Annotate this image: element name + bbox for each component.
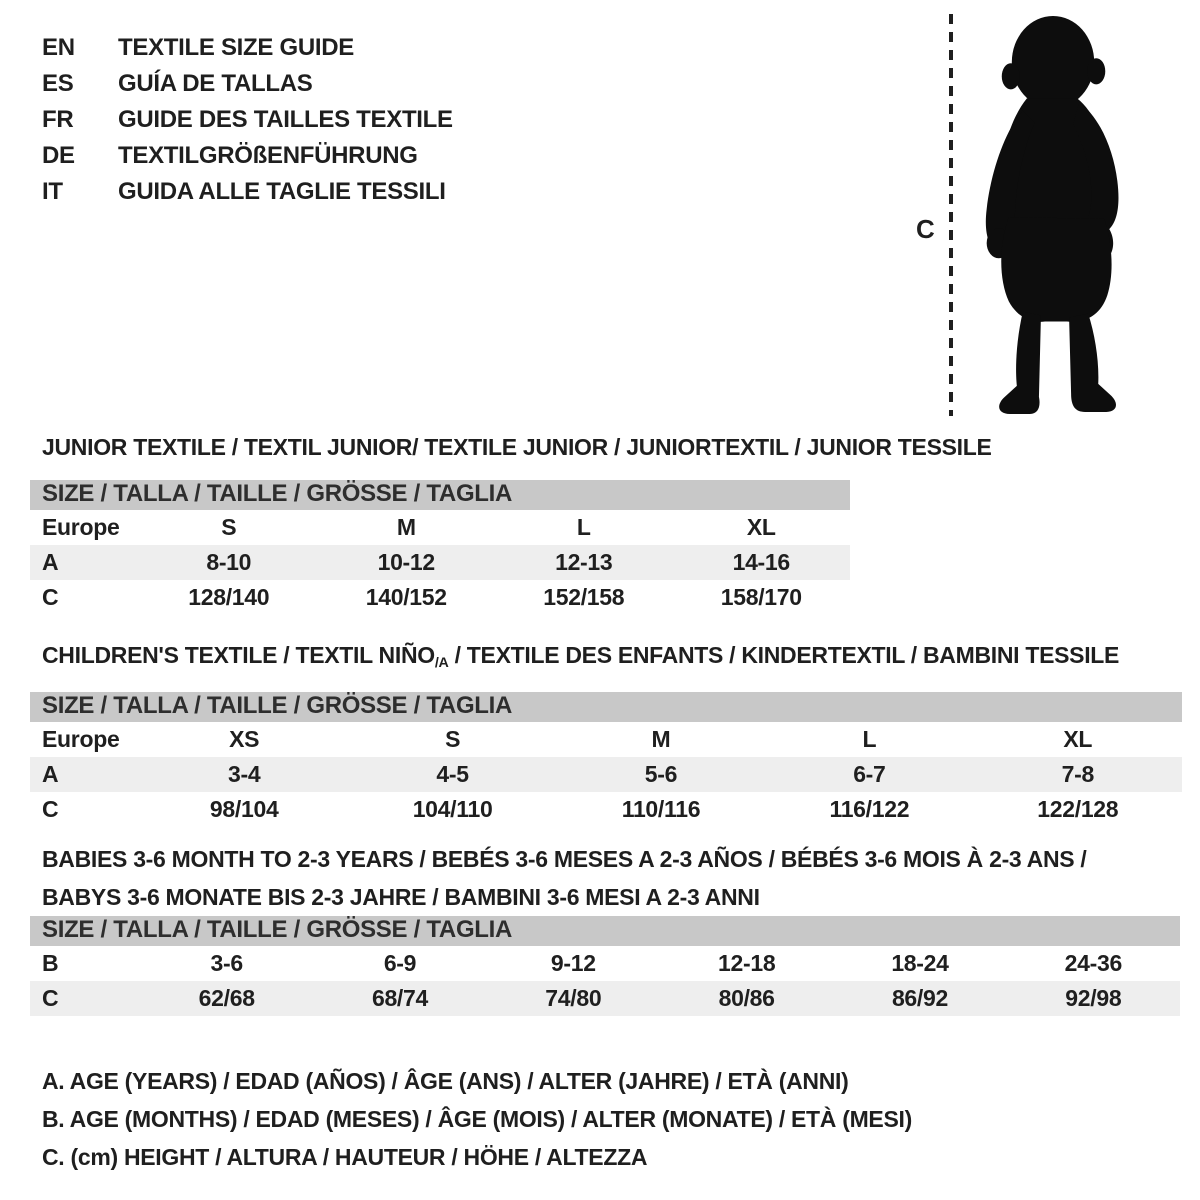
children-title-post: / TEXTILE DES ENFANTS / KINDERTEXTIL / BAMBINI TESSILE <box>448 642 1120 668</box>
age-cell: 7-8 <box>1061 761 1094 787</box>
height-cell: 158/170 <box>720 584 802 610</box>
size-cell: S <box>445 726 461 752</box>
age-cell: 14-16 <box>732 549 790 575</box>
language-code-fr: FR <box>42 106 74 133</box>
height-cell: 68/74 <box>371 985 429 1011</box>
children-age-row <box>30 757 1182 792</box>
language-row-es <box>42 66 453 102</box>
months-cell: 6-9 <box>383 950 417 976</box>
size-cell: L <box>862 726 877 752</box>
size-header-row <box>30 480 850 510</box>
size-header-bar: SIZE / TALLA / TAILLE / GRÖSSE / TAGLIA <box>30 692 1182 722</box>
children-size-table <box>30 692 1182 827</box>
language-code-en: EN <box>42 34 75 61</box>
children-height-row <box>30 792 1182 827</box>
junior-sizes-row <box>30 510 850 545</box>
row-label-a: A <box>42 549 59 575</box>
language-code-es: ES <box>42 70 74 97</box>
guide-title-fr: GUIDE DES TAILLES TEXTILE <box>118 106 453 133</box>
size-cell: XL <box>1063 726 1093 752</box>
babies-section-title-line1: BABIES 3-6 MONTH TO 2-3 YEARS / BEBÉS 3-6 MESES A 2-3 AÑOS / BÉBÉS 3-6 MOIS À 2-3 ANS / <box>42 846 1087 872</box>
language-row-en <box>42 30 453 66</box>
language-row-de <box>42 138 453 174</box>
size-header-bar: SIZE / TALLA / TAILLE / GRÖSSE / TAGLIA <box>30 480 850 510</box>
months-cell: 3-6 <box>210 950 243 976</box>
months-cell: 24-36 <box>1064 950 1122 976</box>
months-cell: 9-12 <box>550 950 596 976</box>
language-title-block <box>42 30 453 210</box>
height-cell: 86/92 <box>891 985 948 1011</box>
legend-line-a: A. AGE (YEARS) / EDAD (AÑOS) / ÂGE (ANS) / ALTER (JAHRE) / ETÀ (ANNI) <box>42 1068 849 1094</box>
children-sizes-row <box>30 722 1182 757</box>
height-cell: 74/80 <box>545 985 602 1011</box>
size-header-row <box>30 916 1180 946</box>
junior-section-title: JUNIOR TEXTILE / TEXTIL JUNIOR/ TEXTILE JUNIOR / JUNIORTEXTIL / JUNIOR TESSILE <box>42 434 992 460</box>
row-label-a: A <box>42 761 59 787</box>
age-cell: 8-10 <box>206 549 252 575</box>
junior-age-row <box>30 545 850 580</box>
height-cell: 116/122 <box>829 796 910 822</box>
children-section-title <box>42 642 1182 672</box>
size-cell: L <box>576 514 591 540</box>
height-cell: 92/98 <box>1065 985 1122 1011</box>
height-cell: 80/86 <box>718 985 775 1011</box>
children-title-sub: /A <box>434 654 449 671</box>
size-cell: XL <box>746 514 776 540</box>
row-label-europe: Europe <box>42 514 120 540</box>
height-cell: 152/158 <box>543 584 625 610</box>
size-cell: M <box>651 726 671 752</box>
guide-title-es: GUÍA DE TALLAS <box>118 70 313 97</box>
height-cell: 62/68 <box>198 985 255 1011</box>
guide-title-it: GUIDA ALLE TAGLIE TESSILI <box>118 178 446 205</box>
children-title-pre: CHILDREN'S TEXTILE / TEXTIL NIÑO <box>42 642 435 668</box>
babies-height-row <box>30 981 1180 1016</box>
size-cell: S <box>221 514 237 540</box>
age-cell: 12-13 <box>555 549 613 575</box>
height-cell: 140/152 <box>365 584 447 610</box>
toddler-silhouette-icon <box>966 12 1136 416</box>
height-cell: 110/116 <box>621 796 701 822</box>
legend-line-c: C. (cm) HEIGHT / ALTURA / HAUTEUR / HÖHE / ALTEZZA <box>42 1144 648 1170</box>
babies-section <box>30 846 1180 1016</box>
height-cell: 98/104 <box>209 796 279 822</box>
age-cell: 4-5 <box>436 761 469 787</box>
language-code-it: IT <box>42 178 63 205</box>
guide-title-en: TEXTILE SIZE GUIDE <box>118 34 354 61</box>
age-cell: 10-12 <box>377 549 435 575</box>
legend-line-b: B. AGE (MONTHS) / EDAD (MESES) / ÂGE (MOIS) / ALTER (MONATE) / ETÀ (MESI) <box>42 1106 912 1132</box>
height-cell: 122/128 <box>1037 796 1119 822</box>
size-cell: XS <box>229 726 260 752</box>
age-cell: 6-7 <box>853 761 886 787</box>
babies-section-title-line2: BABYS 3-6 MONATE BIS 2-3 JAHRE / BAMBINI 3-6 MESI A 2-3 ANNI <box>42 884 760 910</box>
row-label-c: C <box>42 584 59 610</box>
row-label-c: C <box>42 985 59 1011</box>
language-row-fr <box>42 102 453 138</box>
legend-block <box>42 1062 912 1176</box>
months-cell: 12-18 <box>717 950 776 976</box>
row-label-europe: Europe <box>42 726 120 752</box>
measure-c-label: C <box>916 214 935 244</box>
babies-months-row <box>30 946 1180 981</box>
row-label-c: C <box>42 796 59 822</box>
guide-title-de: TEXTILGRÖßENFÜHRUNG <box>118 142 418 169</box>
months-cell: 18-24 <box>891 950 949 976</box>
language-code-de: DE <box>42 142 75 169</box>
junior-section <box>30 434 992 615</box>
age-cell: 5-6 <box>644 761 678 787</box>
language-row-it <box>42 174 453 210</box>
height-cell: 104/110 <box>412 796 493 822</box>
size-cell: M <box>396 514 416 540</box>
row-label-b: B <box>42 950 59 976</box>
size-header-row <box>30 692 1182 722</box>
babies-size-table <box>30 916 1180 1016</box>
age-cell: 3-4 <box>228 761 261 787</box>
size-header-bar: SIZE / TALLA / TAILLE / GRÖSSE / TAGLIA <box>30 916 1180 946</box>
junior-size-table <box>30 480 850 615</box>
children-section <box>30 642 1182 827</box>
junior-height-row <box>30 580 850 615</box>
height-dashed-line <box>949 14 953 416</box>
height-cell: 128/140 <box>188 584 270 610</box>
